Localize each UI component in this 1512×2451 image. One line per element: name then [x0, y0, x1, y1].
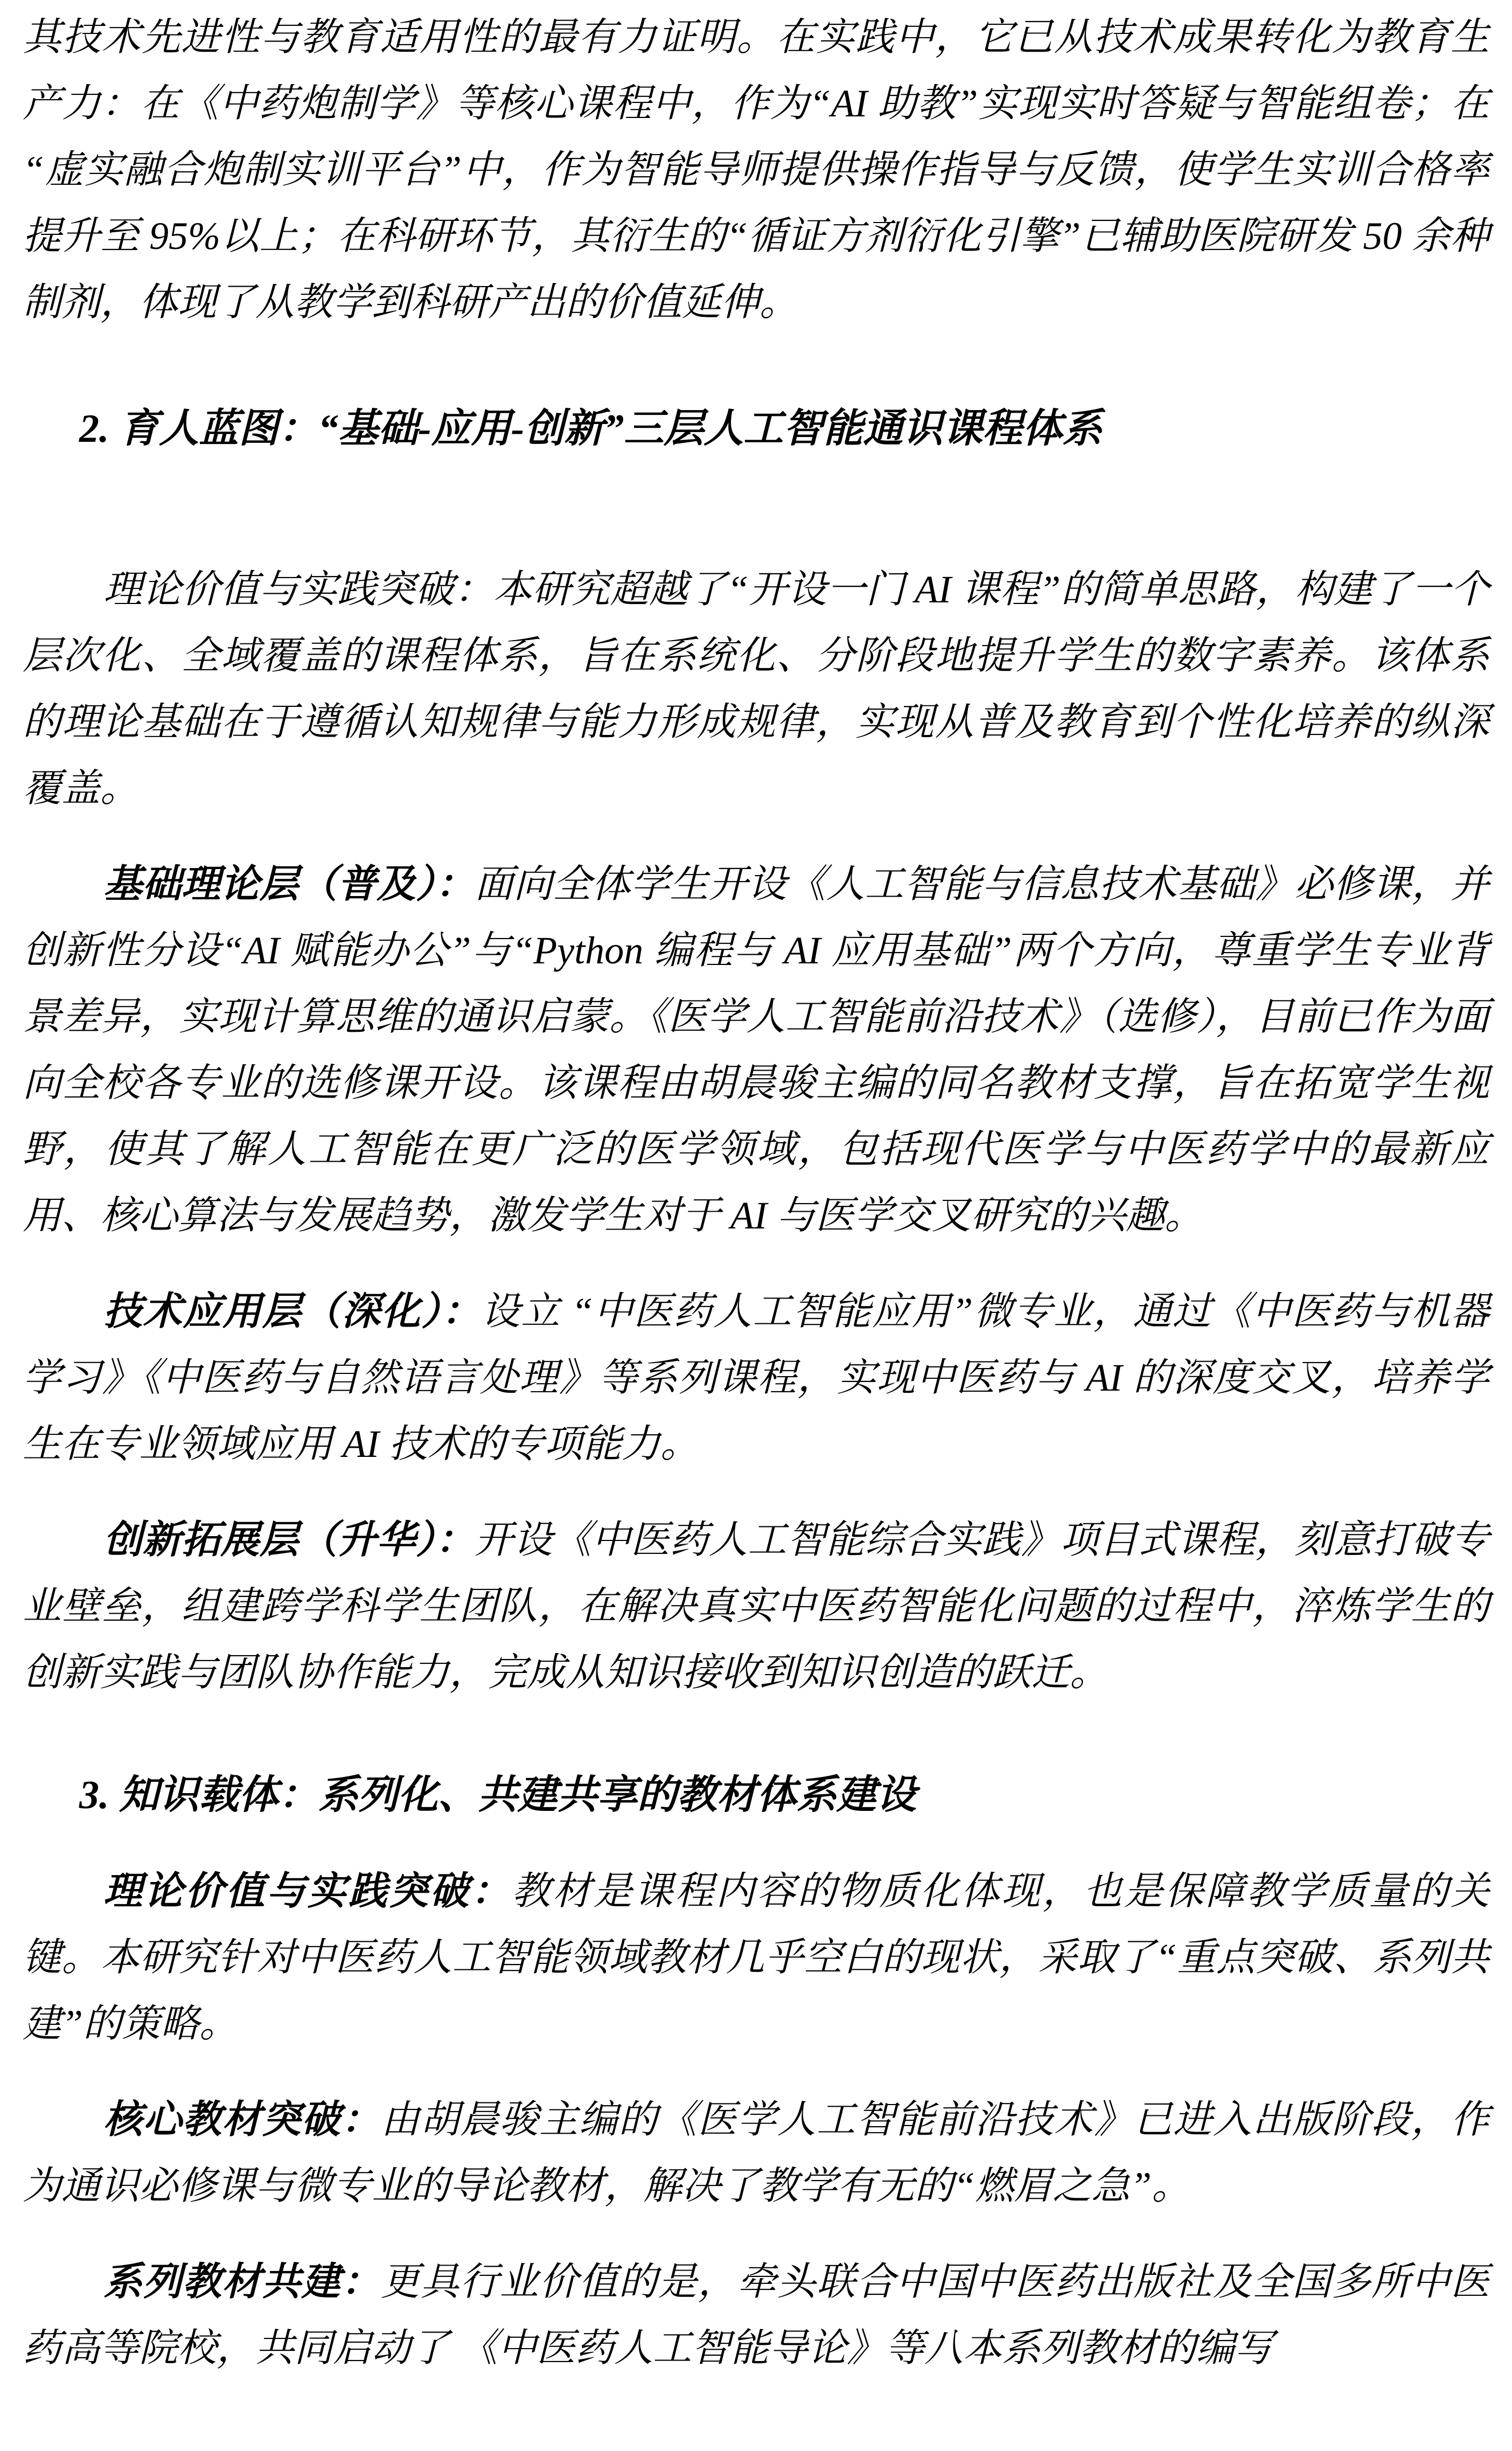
paragraph-text: 设立 “中医药人工智能应用”微专业，通过《中医药与机器学习》《中医药与自然语言处理》等系列课程，实现中医药与 AI 的深度交叉，培养学生在专业领域应用 AI 技术的专项能力。: [23, 1290, 1489, 1466]
heading-text: 2. 育人蓝图：“基础-应用-创新”三层人工智能通识课程体系: [79, 407, 1103, 451]
paragraph-technology-application-layer: [23, 1279, 1489, 1477]
paragraph-basic-theory-layer: [23, 851, 1489, 1249]
paragraph-bold-label: 系列教材共建：: [103, 2260, 381, 2303]
paragraph-series-textbook-cobuild: [23, 2249, 1489, 2381]
paragraph-text: 开设《中医药人工智能综合实践》项目式课程，刻意打破专业壁垒，组建跨学科学生团队，在解决真实中医药智能化问题的过程中，淬炼学生的创新实践与团队协作能力，完成从知识接收到知识创造的跃迁。: [23, 1518, 1489, 1694]
section-heading-3-textbook-system: [23, 1762, 1489, 1829]
paragraph-theory-value-curriculum: [23, 557, 1489, 822]
paragraph-text: 更具行业价值的是，牵头联合中国中医药出版社及全国多所中医药高等院校，共同启动了 《中医药人工智能导论》等八本系列教材的编写: [23, 2260, 1489, 2370]
paragraph-bold-label: 创新拓展层（升华）：: [103, 1518, 475, 1561]
paragraph-bold-label: 技术应用层（深化）：: [103, 1290, 482, 1333]
heading-text: 3. 知识载体：系列化、共建共享的教材体系建设: [79, 1773, 916, 1817]
paragraph-practice-proof: [23, 4, 1489, 336]
paragraph-text: 教材是课程内容的物质化体现，也是保障教学质量的关键。本研究针对中医药人工智能领域教材几乎空白的现状，采取了“重点突破、系列共建”的策略。: [23, 1870, 1489, 2045]
paragraph-bold-label: 核心教材突破：: [103, 2098, 381, 2141]
paragraph-theory-value-textbook: [23, 1858, 1489, 2057]
paragraph-bold-label: 理论价值与实践突破：: [103, 1870, 512, 1913]
paragraph-text: 面向全体学生开设《人工智能与信息技术基础》必修课，并创新性分设“AI 赋能办公”与“Python 编程与 AI 应用基础”两个方向，尊重学生专业背景差异，实现计算思维的通识启蒙。《医学人工智能前沿技术》（选修），目前已作为面向全校各专业的选修课开设。该课程由胡晨骏主编的同名教材支撑，旨在拓宽学生视野，使其了解人工智能在更广泛的医学领域，包括现代医学与中医药学中的最新应用、核心算法与发展趋势，激发学生对于 AI 与医学交叉研究的兴趣。: [23, 863, 1489, 1237]
paragraph-text: 理论价值与实践突破：本研究超越了“开设一门 AI 课程”的简单思路，构建了一个层次化、全域覆盖的课程体系，旨在系统化、分阶段地提升学生的数字素养。该体系的理论基础在于遵循认知规律与能力形成规律，实现从普及教育到个性化培养的纵深覆盖。: [23, 568, 1489, 810]
paragraph-bold-label: 基础理论层（普及）：: [103, 863, 475, 906]
section-heading-2-curriculum-system: [23, 396, 1489, 462]
paragraph-text: 由胡晨骏主编的《医学人工智能前沿技术》已进入出版阶段，作为通识必修课与微专业的导论教材，解决了教学有无的“燃眉之急”。: [23, 2098, 1489, 2207]
paragraph-core-textbook-breakthrough: [23, 2087, 1489, 2219]
paragraph-innovation-expansion-layer: [23, 1507, 1489, 1706]
paragraph-text: 其技术先进性与教育适用性的最有力证明。在实践中，它已从技术成果转化为教育生产力：在《中药炮制学》等核心课程中，作为“AI 助教”实现实时答疑与智能组卷；在“虚实融合炮制实训平台”中，作为智能导师提供操作指导与反馈，使学生实训合格率提升至 95%以上；在科研环节，其衍生的“循证方剂衍化引擎”已辅助医院研发 50 余种制剂，体现了从教学到科研产出的价值延伸。: [23, 16, 1489, 324]
